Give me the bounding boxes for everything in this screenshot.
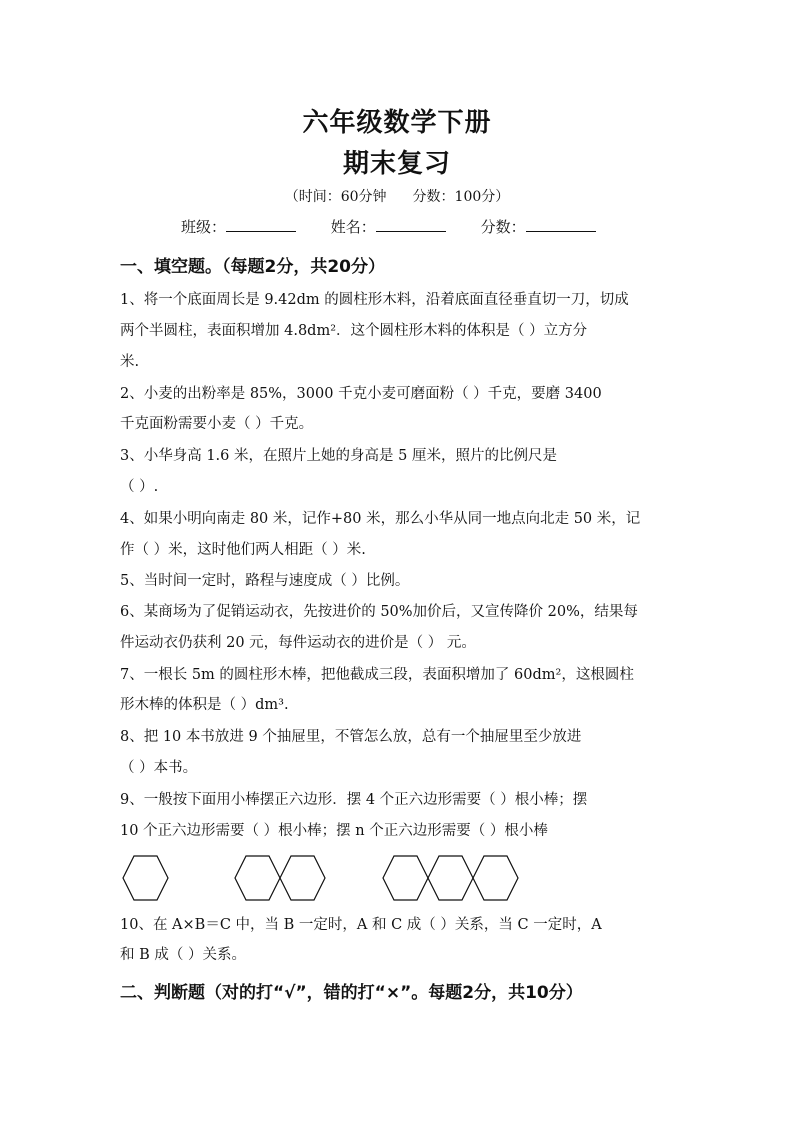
exam-meta — [0, 186, 794, 206]
section-heading-fill-in: 一、填空题。（每题2分，共20分） — [120, 257, 385, 277]
section-heading-true-false: 二、判断题（对的打“√”，错的打“×”。每题2分，共10分） — [120, 983, 583, 1003]
question-line: 5、当时间一定时，路程与速度成（ ）比例。 — [120, 573, 410, 589]
question-line: 7、一根长 5m 的圆柱形木棒，把他截成三段，表面积增加了 60dm²，这根圆柱 — [120, 667, 634, 683]
question-line: 3、小华身高 1.6 米，在照片上她的身高是 5 厘米，照片的比例尺是 — [120, 448, 557, 464]
question-line: 两个半圆柱，表面积增加 4.8dm²．这个圆柱形木料的体积是（ ）立方分 — [120, 323, 588, 339]
hexagon-shape — [383, 856, 428, 900]
question-line: （ ）. — [120, 479, 159, 495]
score-blank[interactable] — [526, 217, 596, 232]
question-line: 9、一般按下面用小棒摆正六边形．摆 4 个正六边形需要（ ）根小棒；摆 — [120, 792, 588, 808]
name-label: 姓名： — [330, 218, 376, 236]
question-line: 8、把 10 本书放进 9 个抽屉里，不管怎么放，总有一个抽屉里至少放进 — [120, 729, 582, 745]
student-info-row — [181, 216, 596, 237]
total-score: 分数：100分） — [412, 189, 510, 205]
hexagon-figure — [120, 850, 520, 906]
hexagon-shape — [428, 856, 473, 900]
question-line: 10、在 A×B＝C 中，当 B 一定时，A 和 C 成（ ）关系，当 C 一定时，A — [120, 917, 602, 933]
question-line: （ ）本书。 — [120, 760, 198, 776]
hexagon-shape — [280, 856, 325, 900]
hexagon-shape — [235, 856, 280, 900]
score-field — [481, 216, 596, 237]
question-line: 千克面粉需要小麦（ ）千克。 — [120, 416, 314, 432]
page-subtitle: 期末复习 — [342, 149, 451, 179]
score-label: 分数： — [480, 218, 526, 236]
hexagon-shape — [473, 856, 518, 900]
question-line: 6、某商场为了促销运动衣，先按进价的 50%加价后，又宣传降价 20%，结果每 — [120, 604, 638, 620]
question-line: 件运动衣仍获利 20 元，每件运动衣的进价是（ ） 元。 — [120, 635, 476, 651]
question-line: 形木棒的体积是（ ）dm³. — [120, 697, 289, 713]
class-field — [181, 216, 296, 237]
question-line: 作（ ）米，这时他们两人相距（ ）米. — [120, 542, 366, 558]
class-blank[interactable] — [226, 217, 296, 232]
name-field — [331, 216, 446, 237]
name-blank[interactable] — [376, 217, 446, 232]
time-limit: （时间：60分钟 — [284, 189, 387, 205]
question-line: 米. — [120, 354, 140, 370]
question-line: 1、将一个底面周长是 9.42dm 的圆柱形木料，沿着底面直径垂直切一刀，切成 — [120, 292, 629, 308]
hexagon-shape — [123, 856, 168, 900]
question-line: 4、如果小明向南走 80 米，记作+80 米，那么小华从同一地点向北走 50 米，记 — [120, 511, 641, 527]
question-line: 和 B 成（ ）关系。 — [120, 947, 246, 963]
question-line: 10 个正六边形需要（ ）根小棒；摆 n 个正六边形需要（ ）根小棒 — [120, 823, 548, 839]
class-label: 班级： — [181, 218, 227, 236]
question-line: 2、小麦的出粉率是 85%，3000 千克小麦可磨面粉（ ）千克，要磨 3400 — [120, 386, 602, 402]
page-title: 六年级数学下册 — [302, 108, 492, 138]
